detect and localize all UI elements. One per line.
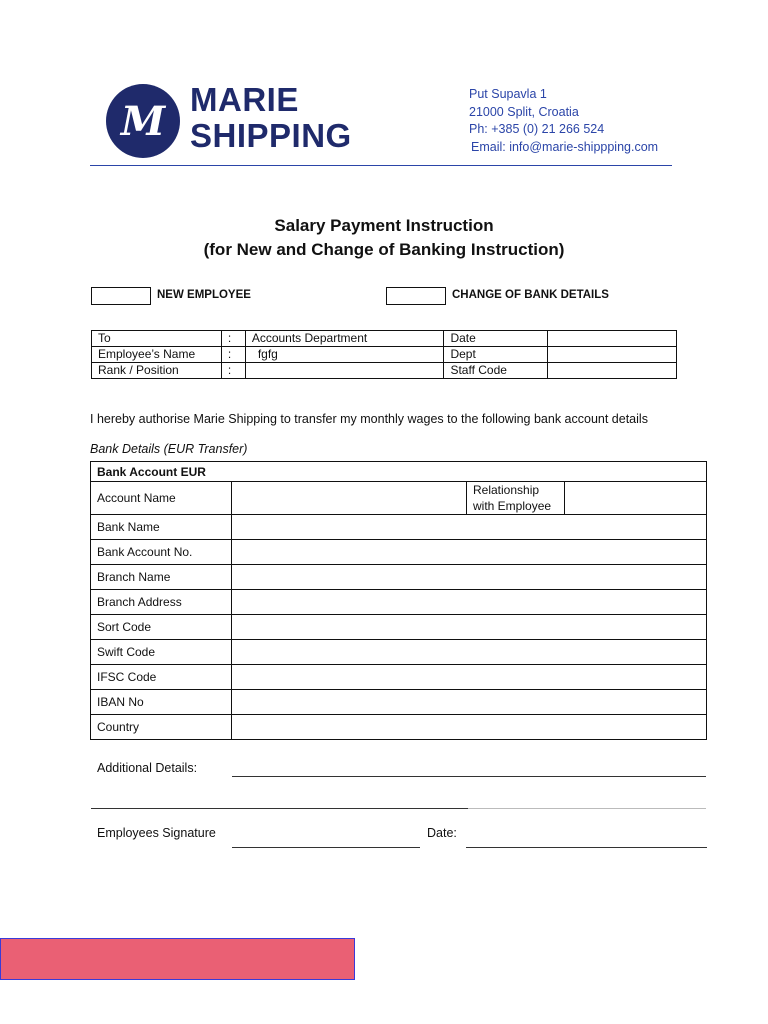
account-name-label: Account Name <box>91 482 232 515</box>
branch-name-label: Branch Name <box>91 565 232 590</box>
additional-details-line-2[interactable] <box>91 808 468 809</box>
brand-name <box>190 82 352 154</box>
info-label-staff-code: Staff Code <box>444 363 548 379</box>
date-line[interactable] <box>466 847 707 848</box>
table-row <box>91 665 707 690</box>
company-address <box>469 86 658 156</box>
brand-line-2: SHIPPING <box>190 117 352 154</box>
header-divider <box>90 165 672 166</box>
branch-address-field[interactable] <box>232 590 707 615</box>
bank-table-heading: Bank Account EUR <box>91 462 707 482</box>
info-sep: : <box>221 331 245 347</box>
additional-details-line-3[interactable] <box>468 808 706 809</box>
signature-line[interactable] <box>232 847 420 848</box>
info-sep: : <box>221 347 245 363</box>
ifsc-code-field[interactable] <box>232 665 707 690</box>
bank-name-field[interactable] <box>232 515 707 540</box>
address-street: Put Supavla 1 <box>469 87 547 101</box>
swift-code-label: Swift Code <box>91 640 232 665</box>
info-label-date: Date <box>444 331 548 347</box>
bank-account-no-field[interactable] <box>232 540 707 565</box>
iban-label: IBAN No <box>91 690 232 715</box>
table-row <box>91 565 707 590</box>
info-value-staff-code[interactable] <box>548 363 677 379</box>
iban-field[interactable] <box>232 690 707 715</box>
table-row <box>91 615 707 640</box>
date-label: Date: <box>427 826 457 840</box>
logo-emblem <box>106 84 180 158</box>
additional-details-line[interactable] <box>232 776 706 777</box>
bank-account-no-label: Bank Account No. <box>91 540 232 565</box>
bank-details-caption: Bank Details (EUR Transfer) <box>90 442 248 456</box>
info-value-rank[interactable] <box>245 363 444 379</box>
info-label-name: Employee’s Name <box>92 347 222 363</box>
table-row <box>92 347 677 363</box>
table-row <box>91 690 707 715</box>
ifsc-code-label: IFSC Code <box>91 665 232 690</box>
info-value-to[interactable]: Accounts Department <box>245 331 444 347</box>
table-row <box>92 363 677 379</box>
info-label-dept: Dept <box>444 347 548 363</box>
table-row <box>91 515 707 540</box>
table-row <box>91 482 707 515</box>
sort-code-field[interactable] <box>232 615 707 640</box>
relationship-label: Relationship with Employee <box>467 482 565 515</box>
title-line-1: Salary Payment Instruction <box>274 216 494 235</box>
account-name-field[interactable] <box>232 482 467 515</box>
country-field[interactable] <box>232 715 707 740</box>
bank-details-table <box>90 461 707 740</box>
address-email: Email: info@marie-shippping.com <box>471 139 659 154</box>
table-row <box>91 462 707 482</box>
bank-name-label: Bank Name <box>91 515 232 540</box>
address-city: 21000 Split, Croatia <box>469 104 579 119</box>
table-row <box>92 331 677 347</box>
info-value-name[interactable]: fgfg <box>245 347 444 363</box>
form-title <box>0 214 768 262</box>
info-value-date[interactable] <box>548 331 677 347</box>
employee-info-table <box>91 330 677 379</box>
change-bank-label: CHANGE OF BANK DETAILS <box>452 289 609 301</box>
relationship-field[interactable] <box>565 482 707 515</box>
new-employee-label: NEW EMPLOYEE <box>157 289 251 301</box>
change-bank-checkbox[interactable] <box>386 287 446 305</box>
address-phone: Ph: +385 (0) 21 266 524 <box>469 122 605 136</box>
signature-label: Employees Signature <box>97 826 216 840</box>
info-label-to: To <box>92 331 222 347</box>
info-sep: : <box>221 363 245 379</box>
table-row <box>91 590 707 615</box>
authorisation-text: I hereby authorise Marie Shipping to transfer my monthly wages to the following bank account details <box>90 412 648 426</box>
title-line-2: (for New and Change of Banking Instruction) <box>203 240 565 259</box>
table-row <box>91 540 707 565</box>
branch-name-field[interactable] <box>232 565 707 590</box>
highlight-bar <box>0 938 355 980</box>
additional-details-label: Additional Details: <box>97 761 198 775</box>
branch-address-label: Branch Address <box>91 590 232 615</box>
new-employee-checkbox[interactable] <box>91 287 151 305</box>
table-row <box>91 640 707 665</box>
sort-code-label: Sort Code <box>91 615 232 640</box>
info-label-rank: Rank / Position <box>92 363 222 379</box>
brand-line-1: MARIE <box>190 81 299 118</box>
info-value-dept[interactable] <box>548 347 677 363</box>
table-row <box>91 715 707 740</box>
country-label: Country <box>91 715 232 740</box>
swift-code-field[interactable] <box>232 640 707 665</box>
logo-letter: M <box>120 97 166 145</box>
